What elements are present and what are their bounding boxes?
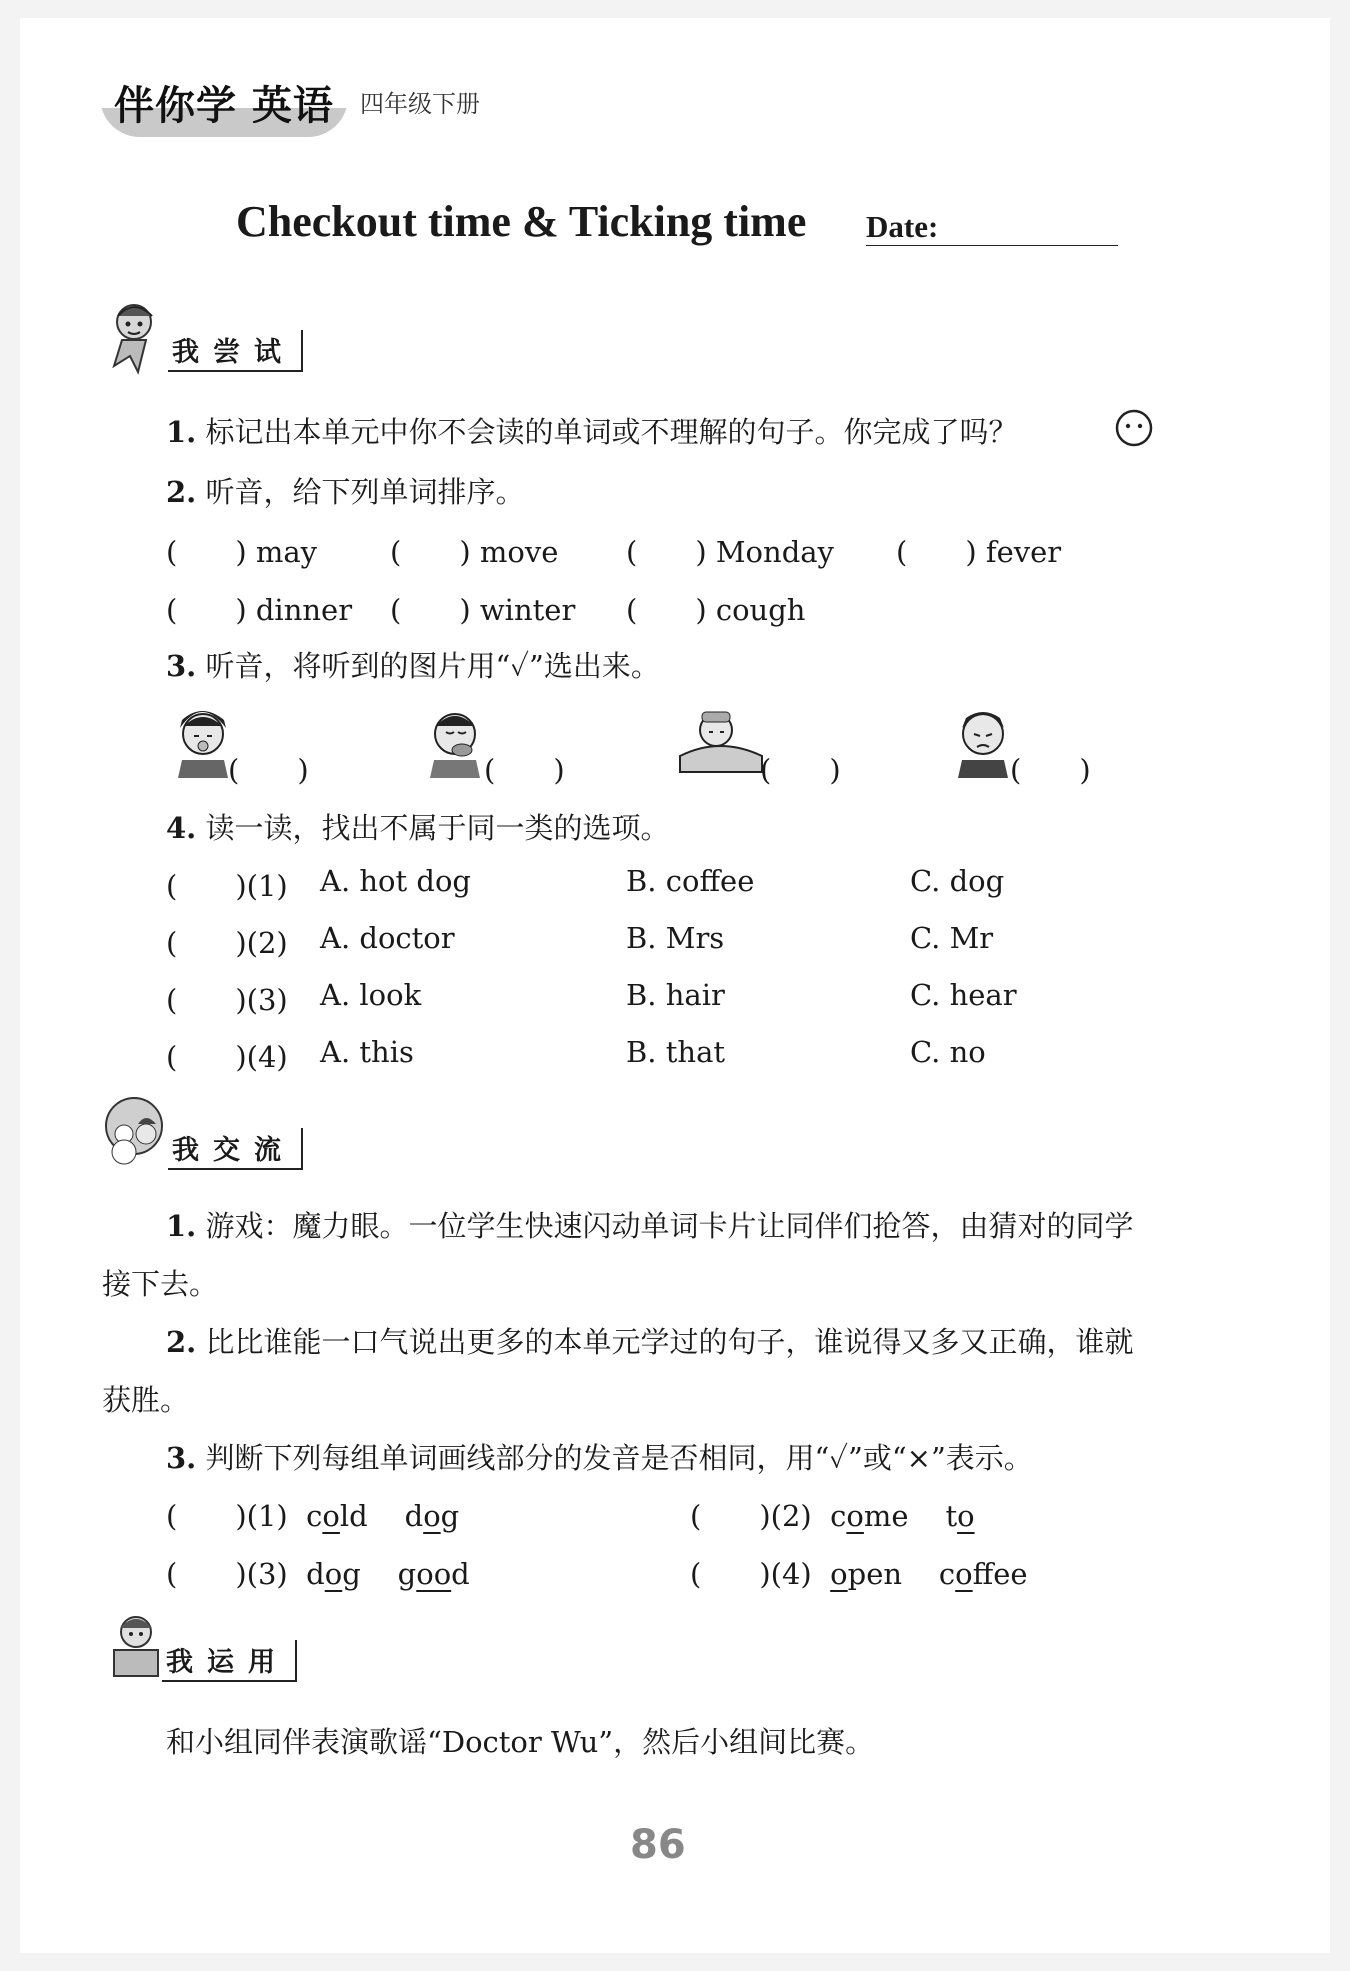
section-title-try: 我尝试 xyxy=(168,330,303,372)
answer-parens: ( ) xyxy=(390,535,471,569)
item-number: (4) xyxy=(770,1557,812,1591)
section-title-use: 我运用 xyxy=(162,1640,297,1682)
answer-parens[interactable]: ( ) xyxy=(760,753,841,787)
order-item[interactable] xyxy=(896,530,1061,571)
option-a: A. look xyxy=(320,978,422,1012)
page-title: Checkout time & Ticking time xyxy=(236,197,807,246)
word: Monday xyxy=(715,535,834,569)
item-number: (2) xyxy=(246,926,288,960)
sound-compare-item xyxy=(690,1552,1028,1593)
option-c: C. dog xyxy=(910,864,1005,898)
try-q3 xyxy=(166,644,660,685)
option-c: C. hear xyxy=(910,978,1017,1012)
answer-parens: ( ) xyxy=(626,535,707,569)
word-1: dog xyxy=(306,1557,361,1591)
option-c: C. no xyxy=(910,1035,986,1069)
option-b: B. coffee xyxy=(626,864,755,898)
q4-text: 读一读，找出不属于同一类的选项。 xyxy=(205,811,670,845)
answer-parens[interactable]: ( ) xyxy=(166,1040,247,1074)
answer-parens[interactable]: ( ) xyxy=(1010,753,1091,787)
word: fever xyxy=(985,535,1062,569)
q3-text: 听音，将听到的图片用“✓”选出来。 xyxy=(205,649,660,683)
sound-compare-item xyxy=(166,1494,459,1535)
q2-text: 听音，给下列单词排序。 xyxy=(205,475,525,509)
word-2: dog xyxy=(404,1499,460,1533)
date-blank-line[interactable] xyxy=(866,245,1118,246)
brand-logo: 伴你学 英语 xyxy=(100,72,348,137)
girl-reading-icon xyxy=(100,1606,170,1686)
item-number: (3) xyxy=(246,1557,288,1591)
word-1: open xyxy=(830,1557,903,1591)
date-label: Date: xyxy=(866,209,939,244)
word-2: to xyxy=(945,1499,975,1533)
answer-parens: ( ) xyxy=(166,535,247,569)
item-number: (2) xyxy=(770,1499,812,1533)
answer-parens[interactable]: ( ) xyxy=(228,753,309,787)
option-b: B. Mrs xyxy=(626,921,725,955)
snowman-kids-icon xyxy=(100,1094,170,1174)
p3-number: 3. xyxy=(166,1441,197,1475)
section-title-share: 我交流 xyxy=(168,1128,303,1170)
answer-parens: ( ) xyxy=(626,593,707,627)
p2-continuation: 获胜。 xyxy=(102,1383,190,1417)
order-item[interactable] xyxy=(166,530,317,571)
item-number: (4) xyxy=(246,1040,288,1074)
word-1: come xyxy=(830,1499,909,1533)
p3-text: 判断下列每组单词画线部分的发音是否相同，用“✓”或“×”表示。 xyxy=(205,1441,1033,1475)
option-a: A. this xyxy=(320,1035,414,1069)
use-text: 和小组同伴表演歌谣“Doctor Wu”，然后小组间比赛。 xyxy=(166,1725,875,1759)
option-a: A. hot dog xyxy=(320,864,471,898)
p2-number: 2. xyxy=(166,1325,197,1359)
option-a: A. doctor xyxy=(320,921,455,955)
word: cough xyxy=(715,593,806,627)
word: may xyxy=(255,535,318,569)
p1-text: 游戏：魔力眼。一位学生快速闪动单词卡片让同伴们抢答，由猜对的同学 xyxy=(205,1209,1134,1243)
q1-number: 1. xyxy=(166,415,197,449)
answer-parens[interactable]: ( ) xyxy=(166,869,247,903)
answer-parens[interactable]: ( ) xyxy=(690,1557,771,1591)
p1-continuation: 接下去。 xyxy=(102,1267,219,1301)
item-number: (3) xyxy=(246,983,288,1017)
boy-in-bed-fever-image xyxy=(676,700,766,778)
order-item[interactable] xyxy=(626,530,834,571)
share-p2 xyxy=(166,1320,1134,1361)
answer-parens: ( ) xyxy=(166,593,247,627)
answer-parens: ( ) xyxy=(390,593,471,627)
sound-compare-item xyxy=(166,1552,470,1593)
try-q4 xyxy=(166,806,670,847)
share-p1 xyxy=(166,1204,1134,1245)
answer-parens[interactable]: ( ) xyxy=(484,753,565,787)
choice-row xyxy=(166,864,288,905)
p1-number: 1. xyxy=(166,1209,197,1243)
item-number: (1) xyxy=(246,869,288,903)
boy-sneezing-image xyxy=(420,700,490,778)
item-number: (1) xyxy=(246,1499,288,1533)
q1-text: 标记出本单元中你不会读的单词或不理解的句子。你完成了吗？ xyxy=(205,415,1018,449)
answer-parens: ( ) xyxy=(896,535,977,569)
q4-number: 4. xyxy=(166,811,197,845)
order-item[interactable] xyxy=(390,530,558,571)
answer-parens[interactable]: ( ) xyxy=(166,926,247,960)
smiley-face-icon[interactable] xyxy=(1114,408,1154,448)
order-item[interactable] xyxy=(390,588,575,629)
answer-parens[interactable]: ( ) xyxy=(690,1499,771,1533)
word-2: coffee xyxy=(938,1557,1028,1591)
order-item[interactable] xyxy=(626,588,805,629)
share-p3 xyxy=(166,1436,1033,1477)
boy-sad-image xyxy=(948,700,1018,778)
page-number: 86 xyxy=(630,1822,686,1868)
sound-compare-item xyxy=(690,1494,975,1535)
answer-parens[interactable]: ( ) xyxy=(166,1557,247,1591)
girl-mascot-icon xyxy=(100,296,170,376)
answer-parens[interactable]: ( ) xyxy=(166,983,247,1017)
q2-number: 2. xyxy=(166,475,197,509)
order-item[interactable] xyxy=(166,588,352,629)
grade-label: 四年级下册 xyxy=(360,90,480,118)
q3-number: 3. xyxy=(166,649,197,683)
try-q2 xyxy=(166,470,525,511)
word: winter xyxy=(479,593,576,627)
p2-text: 比比谁能一口气说出更多的本单元学过的句子，谁说得又多又正确，谁就 xyxy=(205,1325,1134,1359)
option-b: B. hair xyxy=(626,978,725,1012)
word: move xyxy=(479,535,559,569)
answer-parens[interactable]: ( ) xyxy=(166,1499,247,1533)
word: dinner xyxy=(255,593,353,627)
word-2: good xyxy=(397,1557,470,1591)
choice-row xyxy=(166,978,288,1019)
try-q1 xyxy=(166,410,1018,451)
choice-row xyxy=(166,1035,288,1076)
option-c: C. Mr xyxy=(910,921,994,955)
word-1: cold xyxy=(306,1499,368,1533)
option-b: B. that xyxy=(626,1035,726,1069)
choice-row xyxy=(166,921,288,962)
